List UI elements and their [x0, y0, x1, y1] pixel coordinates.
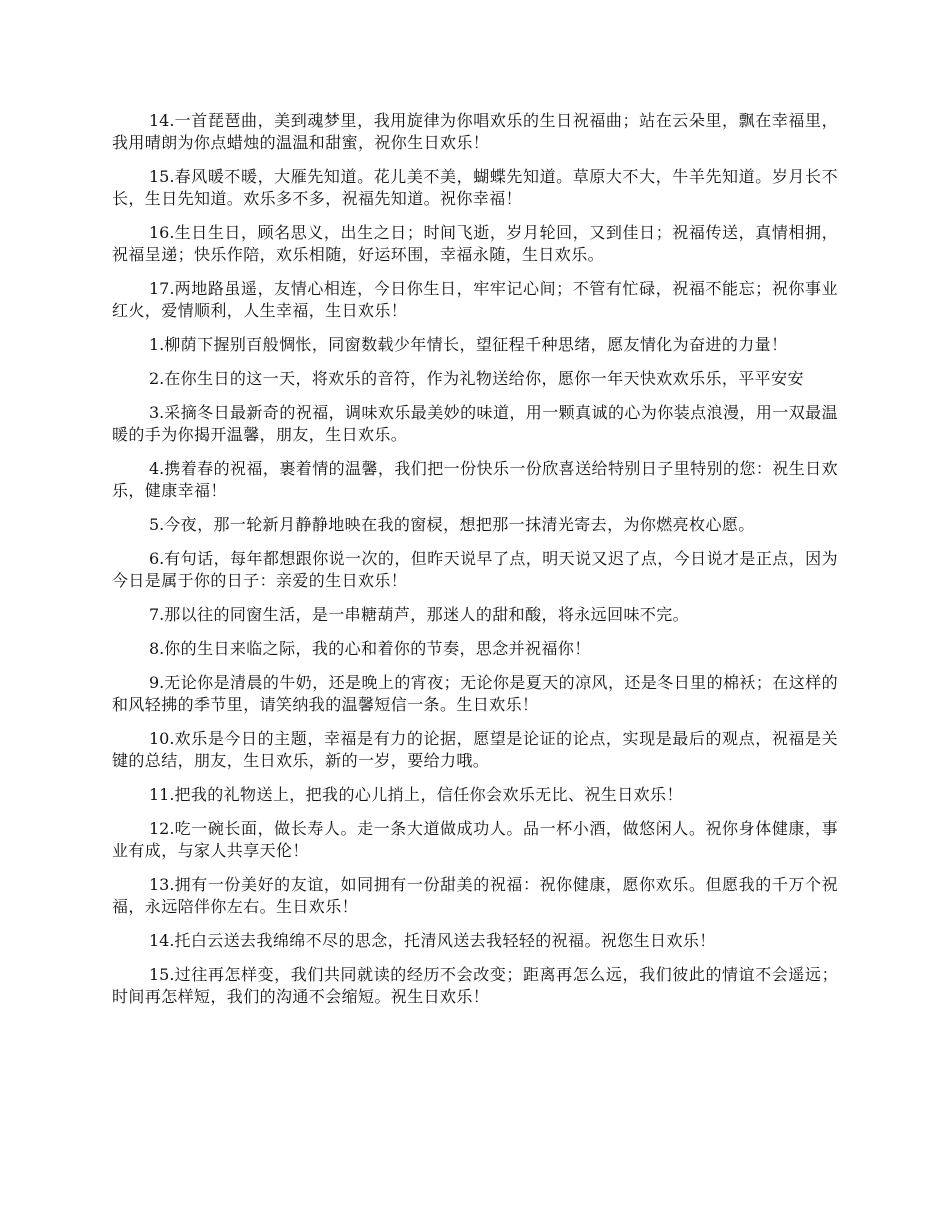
paragraph-text: 在你生日的这一天，将欢乐的音符，作为礼物送给你，愿你一年天快欢欢乐乐，平平安安 — [164, 369, 804, 388]
paragraph — [112, 930, 838, 952]
paragraph-number: 8. — [149, 639, 165, 658]
paragraph — [112, 548, 838, 592]
paragraph-number: 10. — [149, 729, 175, 748]
paragraph-text: 托白云送去我绵绵不尽的思念，托清风送去我轻轻的祝福。祝您生日欢乐！ — [174, 931, 716, 950]
paragraph — [112, 222, 838, 266]
paragraph — [112, 458, 838, 502]
paragraph-number: 11. — [149, 785, 175, 804]
paragraph-number: 17. — [149, 279, 175, 298]
paragraph-number: 6. — [149, 549, 165, 568]
paragraph-text: 那以往的同窗生活，是一串糖葫芦，那迷人的甜和酸，将永远回味不完。 — [164, 605, 690, 624]
paragraph-text: 你的生日来临之际，我的心和着你的节奏，思念并祝福你！ — [164, 639, 591, 658]
paragraph-text: 有句话，每年都想跟你说一次的，但昨天说早了点，明天说又迟了点，今日说才是正点，因为今日是属于你的日子：亲爱的生日欢乐！ — [112, 549, 838, 590]
paragraph-text: 春风暖不暖，大雁先知道。花儿美不美，蝴蝶先知道。草原大不大，牛羊先知道。岁月长不长，生日先知道。欢乐多不多，祝福先知道。祝你幸福！ — [112, 167, 838, 208]
paragraph — [112, 784, 838, 806]
paragraph-number: 13. — [149, 875, 175, 894]
paragraph — [112, 110, 838, 154]
paragraph-text: 柳荫下握别百般惆怅，同窗数载少年情长，望征程千种思绪，愿友情化为奋进的力量！ — [164, 335, 788, 354]
paragraph-number: 14. — [149, 111, 175, 130]
paragraph-text: 拥有一份美好的友谊，如同拥有一份甜美的祝福：祝你健康，愿你欢乐。但愿我的千万个祝福，永远陪伴你左右。生日欢乐！ — [112, 875, 838, 916]
paragraph-text: 采摘冬日最新奇的祝福，调味欢乐最美妙的味道，用一颗真诚的心为你装点浪漫，用一双最温暖的手为你揭开温馨，朋友，生日欢乐。 — [112, 403, 838, 444]
paragraph-number: 9. — [149, 673, 165, 692]
paragraph-text: 吃一碗长面，做长寿人。走一条大道做成功人。品一杯小酒，做悠闲人。祝你身体健康，事业有成，与家人共享天伦！ — [112, 819, 838, 860]
paragraph — [112, 818, 838, 862]
paragraph — [112, 278, 838, 322]
paragraph-number: 12. — [149, 819, 175, 838]
paragraph-number: 16. — [149, 223, 175, 242]
paragraph-text: 两地路虽遥，友情心相连，今日你生日，牢牢记心间；不管有忙碌，祝福不能忘；祝你事业红火，爱情顺利，人生幸福，生日欢乐！ — [112, 279, 838, 320]
paragraph-number: 14. — [149, 931, 175, 950]
paragraph — [112, 368, 838, 390]
paragraph — [112, 964, 838, 1008]
paragraph — [112, 672, 838, 716]
paragraph-number: 2. — [149, 369, 165, 388]
paragraph — [112, 166, 838, 210]
paragraph-text: 生日生日，顾名思义，出生之日；时间飞逝，岁月轮回，又到佳日；祝福传送，真情相拥，祝福呈递；快乐作陪，欢乐相随，好运环围，幸福永随，生日欢乐。 — [112, 223, 838, 264]
paragraph — [112, 514, 838, 536]
paragraph-number: 7. — [149, 605, 165, 624]
paragraph-number: 3. — [149, 403, 165, 422]
paragraph-text: 一首琵琶曲，美到魂梦里，我用旋律为你唱欢乐的生日祝福曲；站在云朵里，飘在幸福里，我用晴朗为你点蜡烛的温温和甜蜜，祝你生日欢乐！ — [112, 111, 838, 152]
paragraph-number: 15. — [149, 167, 175, 186]
paragraph — [112, 728, 838, 772]
paragraph — [112, 874, 838, 918]
paragraph-number: 15. — [149, 965, 175, 984]
paragraph-number: 5. — [149, 515, 165, 534]
paragraph — [112, 638, 838, 660]
paragraph-number: 4. — [149, 459, 165, 478]
document-body — [112, 110, 838, 1020]
paragraph-text: 无论你是清晨的牛奶，还是晚上的宵夜；无论你是夏天的凉风，还是冬日里的棉袄；在这样的和风轻拂的季节里，请笑纳我的温馨短信一条。生日欢乐！ — [112, 673, 838, 714]
paragraph-number: 1. — [149, 335, 165, 354]
paragraph — [112, 402, 838, 446]
paragraph-text: 欢乐是今日的主题，幸福是有力的论据，愿望是论证的论点，实现是最后的观点，祝福是关键的总结，朋友，生日欢乐，新的一岁，要给力哦。 — [112, 729, 838, 770]
paragraph-text: 把我的礼物送上，把我的心儿捎上，信任你会欢乐无比、祝生日欢乐！ — [174, 785, 683, 804]
paragraph-text: 携着春的祝福，裹着情的温馨，我们把一份快乐一份欣喜送给特别日子里特别的您：祝生日欢乐，健康幸福！ — [112, 459, 838, 500]
paragraph-text: 过往再怎样变，我们共同就读的经历不会改变；距离再怎么远，我们彼此的情谊不会遥远；时间再怎样短，我们的沟通不会缩短。祝生日欢乐！ — [112, 965, 838, 1006]
paragraph-text: 今夜，那一轮新月静静地映在我的窗棂，想把那一抹清光寄去，为你燃亮枚心愿。 — [164, 515, 755, 534]
paragraph — [112, 604, 838, 626]
paragraph — [112, 334, 838, 356]
